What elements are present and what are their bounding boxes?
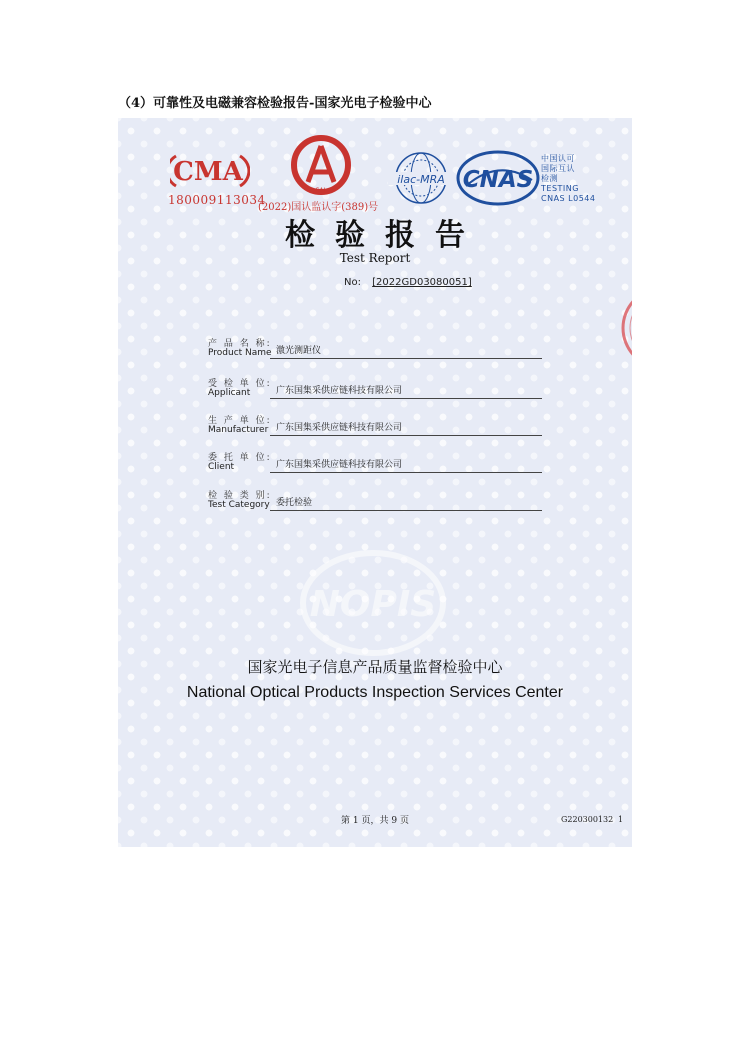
nopis-watermark [298, 548, 448, 662]
report-number-value: [2022GD03080051] [372, 277, 472, 288]
certification-number: (2022)国认监认字(389)号 [258, 202, 379, 213]
report-number [344, 277, 472, 288]
report-number-label: No: [344, 277, 361, 288]
watermark-graphic [298, 548, 448, 658]
test-report-scan [118, 118, 632, 847]
field-value: 广东国集采供应链科技有限公司 [276, 386, 403, 396]
field-value: 激光测距仪 [276, 346, 322, 356]
organization-name-cn: 国家光电子信息产品质量监督检验中心 [247, 658, 503, 676]
field-label-cn: 受 检 单 位: [208, 379, 272, 389]
cnas-side-line: TESTING [541, 184, 579, 193]
ilac-mra-logo [386, 150, 456, 210]
field-label-cn: 检 验 类 别: [208, 491, 272, 501]
field-underline [270, 510, 542, 511]
page-number: 第 1 页，共 9 页 [341, 816, 409, 826]
field-label-en: Manufacturer [208, 425, 269, 435]
cnas-side-line: 国际互认 [541, 164, 575, 173]
field-value: 广东国集采供应链科技有限公司 [276, 460, 403, 470]
field-value: 委托检验 [276, 498, 313, 508]
partial-seal [618, 283, 632, 377]
cma-number: 180009113034 [168, 193, 266, 207]
cnas-side-line: 中国认可 [541, 154, 575, 163]
cnas-side-line: CNAS L0544 [541, 194, 596, 203]
cma-logo-text: CMA [173, 157, 243, 187]
report-title-cn: 检验报告 [285, 218, 485, 253]
field-label-en: Product Name [208, 348, 272, 358]
field-label-cn: 产 品 名 称: [208, 339, 272, 349]
cal-logo-graphic [286, 134, 356, 196]
cal-logo-text: CAL [315, 187, 327, 194]
ilac-logo-graphic [386, 150, 456, 206]
organization-name-en: National Optical Products Inspection Services Center [186, 684, 564, 701]
ilac-logo-text: ilac-MRA [397, 173, 445, 186]
cal-logo [286, 134, 356, 200]
field-underline [270, 472, 542, 473]
field-underline [270, 398, 542, 399]
report-title-en: Test Report [339, 251, 411, 265]
field-label-en: Test Category [208, 500, 270, 510]
field-label-en: Applicant [208, 388, 251, 398]
cma-logo-graphic [170, 146, 250, 192]
cnas-logo-text: CNAS [462, 167, 534, 193]
watermark-text: NOPIS [309, 584, 437, 625]
seal-graphic [618, 283, 632, 373]
document-code: G220300132 [561, 815, 614, 824]
field-value: 广东国集采供应链科技有限公司 [276, 423, 403, 433]
cnas-accreditation-text [541, 154, 595, 204]
cnas-logo [456, 150, 540, 210]
field-underline [270, 358, 542, 359]
section-caption: （4）可靠性及电磁兼容检验报告-国家光电子检验中心 [118, 96, 432, 111]
field-label-en: Client [208, 462, 235, 472]
cnas-logo-graphic [456, 150, 540, 206]
cma-logo [170, 146, 250, 196]
cnas-side-line: 检测 [541, 174, 558, 183]
field-label-cn: 委 托 单 位: [208, 453, 272, 463]
sheet-index: 1 [618, 815, 624, 824]
field-label-cn: 生 产 单 位: [208, 416, 272, 426]
field-underline [270, 435, 542, 436]
